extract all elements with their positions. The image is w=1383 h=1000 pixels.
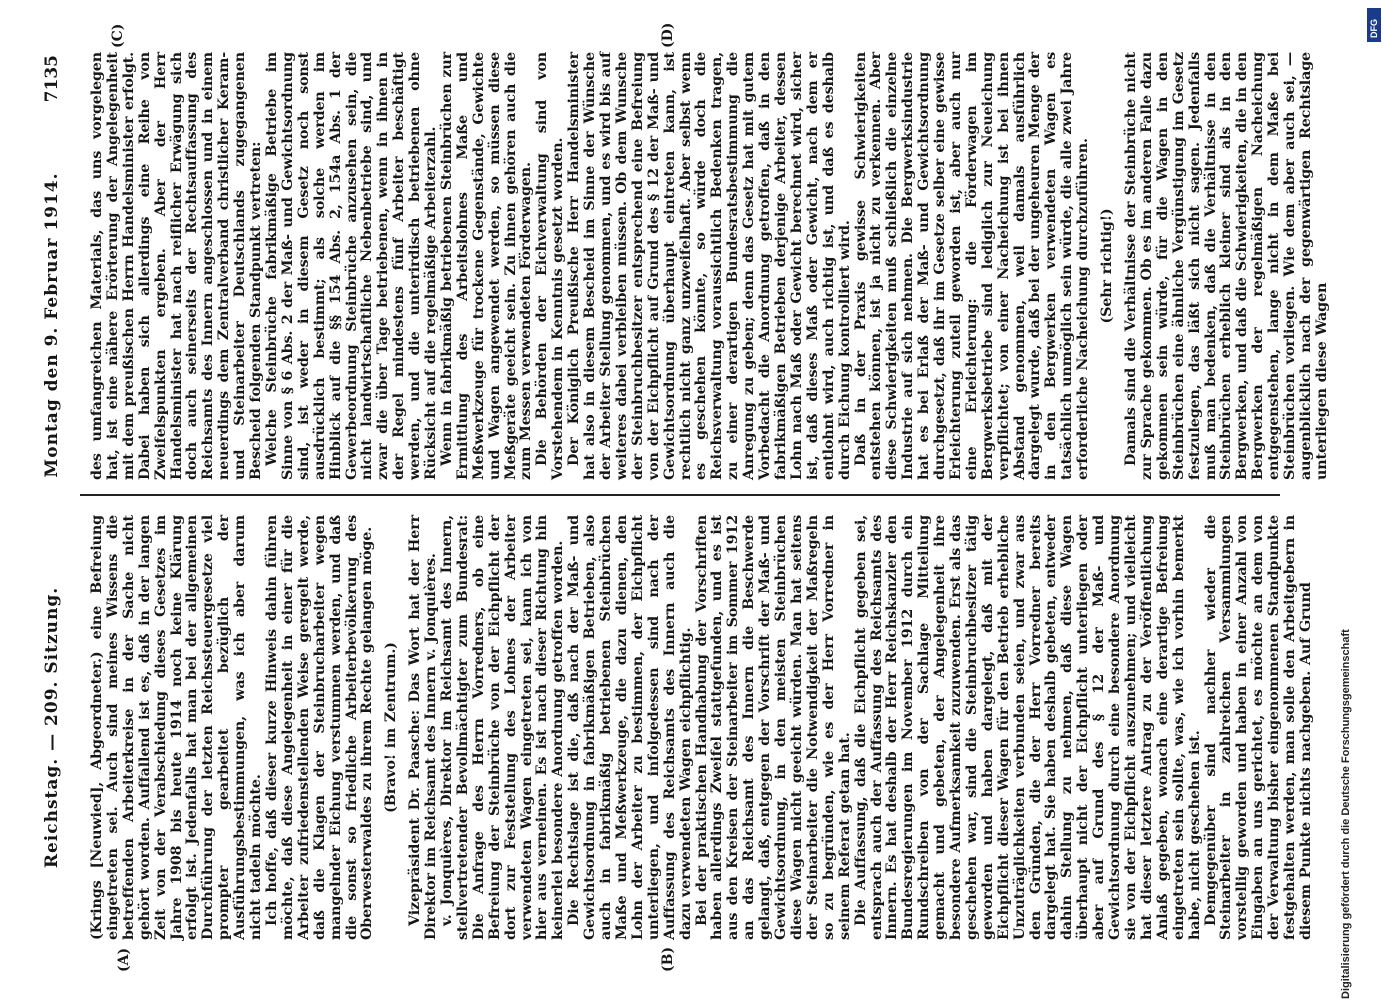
right-paragraph-5: Der Königlich Preußische Herr Handelsminister hat also in diesem Bescheid im Sinne der Wünsche der Arbeiter Stellung genommen, und es wird bis auf weiteres dabei verbleiben müssen. Ob dem Wunsche der Steinbruchbesitzer entsprechend eine Befreiung von der Eichpflicht auf Grund des § 12 der Maß- und Gewichtsordnung überhaupt eintreten kann, ist rechtlich nicht ganz unzweifelhaft. Aber selbst wenn es geschehen könnte, so würde doch die Reichsverwaltung voraussichtlich Bedenken tragen, zu einer derartigen Bundesratsbestimmung die Anregung zu geben; denn das Gesetz hat mit gutem Vorbedacht die Anordnung getroffen, daß in den fabrikmäßigen Betrieben derjenige Arbeiter, dessen Lohn nach Maß oder Gewicht berechnet wird, sicher ist, daß dieses Maß oder Gewicht, nach dem er entlohnt wird, auch richtig ist, und daß es deshalb durch Eichung kontrolliert wird.: [566, 52, 853, 480]
left-column: [90, 515, 1315, 940]
left-paragraph-8: Demgegenüber sind nachher wieder die Steinarbeiter in zahlreichen Versammlungen vorstellig geworden und haben in einer Anzahl von Eingaben an uns gerichtet, es möchte an dem von der Verwaltung bisher eingenommenen Standpunkte festgehalten werden, man solle den Arbeitgebern in diesem Punkte nichts nachgeben. Auf Grund: [1202, 515, 1314, 940]
running-header-date: Montag den 9. Februar 1914.: [42, 172, 62, 478]
left-paragraph-4: v. Jonquières, Direktor im Reichsamt des Innern, stellvertretender Bevollmächtigter zum Bundesrat: Die Anfrage des Herrn Vorredners, ob eine Befreiung der Steinbrüche von der Eichpflicht der dort zur Feststellung des Lohnes der Arbeiter verwendeten Wagen eingetreten sei, kann ich von hier aus verneinen. Es ist nach dieser Richtung hin keinerlei besondere Anordnung getroffen worden.: [439, 515, 567, 940]
margin-letter-b: (B): [660, 946, 676, 972]
left-paragraph-7: Die Auffassung, daß die Eichpflicht gegeben sei, entsprach auch der Auffassung des Reichsamts des Innern. Es hat deshalb der Herr Reichskanzler den Bundesregierungen im November 1912 durch ein Rundschreiben von der Sachlage Mitteilung gemacht und gebeten, der Angelegenheit ihre besondere Aufmerksamkeit zuzuwenden. Erst als das geschehen war, sind die Steinbruchbesitzer tätig geworden und haben dargelegt, daß mit der Eichpflicht dieser Wagen für den Betrieb erhebliche Unzuträglichkeiten verbunden seien, und zwar aus den Gründen, die der Herr Vorredner bereits dargelegt hat. Sie haben deshalb gebeten, entweder dahin Stellung zu nehmen, daß diese Wagen überhaupt nicht der Eichpflicht unterliegen oder aber auf Grund des § 12 der Maß- und Gewichtsordnung durch eine besondere Anordnung sie von der Eichpflicht auszunehmen; und vielleicht hat dieser letztere Antrag zu der Veröffentlichung Anlaß gegeben, wonach eine derartige Befreiung eingetreten sein sollte, was, wie ich vorhin bemerkt habe, nicht geschehen ist.: [852, 515, 1203, 940]
left-paragraph-3: Vizepräsident Dr. Paasche: Das Wort hat der Herr Direktor im Reichsamt des Innern v. Jonquières.: [407, 515, 440, 940]
right-paragraph-3: Wenn in fabrikmäßig betriebenen Steinbrüchen zur Ermittlung des Arbeitslohnes Maße und Meßwerkzeuge für trockene Gegenstände, Gewichte und Wagen angewendet werden, so müssen diese Meßgeräte geeicht sein. Zu ihnen gehören auch die zum Messen verwendeten Förderwagen.: [438, 52, 535, 480]
running-header-left: Reichstag. — 209. Sitzung.: [42, 586, 62, 869]
margin-letter-c: (C): [110, 23, 126, 48]
right-paragraph-7: Damals sind die Verhältnisse der Steinbrüche nicht zur Sprache gekommen. Ob es im anderen Falle dazu gekommen sein würde, für die Wagen in den Steinbrüchen eine ähnliche Vergünstigung im Gesetz festzulegen, das läßt sich nicht sagen. Jedenfalls muß man bedenken, daß die Verhältnisse in den Steinbrüchen erheblich kleiner sind als in den Bergwerken, und daß die Schwierigkeiten, die in den Bergwerken der regelmäßigen Nacheichung entgegenstehen, lange nicht in dem Maße bei Steinbrüchen vorliegen. Wie dem aber auch sei, — augenblicklich nach der gegenwärtigen Rechtslage unterliegen diese Wagen: [1123, 52, 1330, 480]
right-applause: (Sehr richtig!): [1099, 208, 1116, 324]
right-paragraph-1: des umfangreichen Materials, das uns vorgelegen hat, ist eine nähere Erörterung der Angelegenheit mit dem preußischen Herrn Handelsminister erfolgt. Dabei haben sich allerdings eine Reihe von Zweifelspunkten ergeben. Aber der Herr Handelsminister hat nach reiflicher Erwägung sich doch auch seinerseits der Rechtsauffassung des Reichsamts des Innern angeschlossen und in einem neuerdings dem Zentralverband christlicher Keram- und Steinarbeiter Deutschlands zugegangenen Bescheid folgenden Standpunkt vertreten:: [89, 52, 265, 480]
digitization-credit: [1318, 14, 1358, 1000]
right-paragraph-6: Daß in der Praxis gewisse Schwierigkeiten entstehen können, ist ja nicht zu verkennen. Aber diese Schwierigkeiten muß schließlich die einzelne Industrie auf sich nehmen. Die Bergwerksindustrie hat es bei Erlaß der Maß- und Gewichtsordnung durchgesetzt, daß ihr im Gesetze selber eine gewisse Erleichterung zuteil geworden ist, aber auch nur eine Erleichterung: die Förderwagen im Bergwerksbetriebe sind lediglich zur Neueichung verpflichtet; von einer Nacheichung ist bei ihnen Abstand genommen, weil damals ausführlich dargelegt wurde, daß bei der ungeheuren Menge der in den Bergwerken verwendeten Wagen es tatsächlich unmöglich sein würde, die alle zwei Jahre erforderliche Nacheichung durchzuführen.: [852, 52, 1092, 480]
digitization-credit-text: Digitalisierung gefördert durch die Deutsche Forschungsgemeinschaft: [1340, 629, 1352, 999]
left-paragraph-6: Bei der praktischen Handhabung der Vorschriften haben allerdings Zweifel stattgefunden, und es ist aus den Kreisen der Steinarbeiter im Sommer 1912 an das Reichsamt des Innern die Beschwerde gelangt, daß, entgegen der Vorschrift der Maß- und Gewichtsordnung, in den meisten Steinbrüchen diese Wagen nicht geeicht würden. Man hat seitens der Steinarbeiter die Notwendigkeit der Maßregeln so zu begründen, wie es der Herr Vorredner in seinem Referat getan hat.: [693, 515, 853, 940]
page-number: 7135: [42, 55, 62, 103]
right-paragraph-2: Welche Steinbrüche fabrikmäßige Betriebe im Sinne von § 6 Abs. 2 der Maß- und Gewichtsordnung sind, ist weder in diesem Gesetz noch sonst ausdrücklich bestimmt; als solche werden im Hinblick auf die §§ 154 Abs. 2, 154a Abs. 1 der Gewerbeordnung Steinbrüche anzusehen sein, die nicht landwirtschaftliche Nebenbetriebe sind, und zwar die über Tage betriebenen, wenn in ihnen in der Regel mindestens fünf Arbeiter beschäftigt werden, und die unterirdisch betriebenen ohne Rücksicht auf die regelmäßige Arbeiterzahl.: [263, 52, 440, 480]
left-paragraph-1: (Krings [Neuwied], Abgeordneter.) eine Befreiung eingetreten sei. Auch sind meines Wissens die betreffenden Arbeiterkreise in der Sache nicht gehört worden. Auffallend ist es, daß in der langen Zeit von der Verabschiedung dieses Gesetzes im Jahre 1908 bis heute 1914 noch keine Klärung erfolgt ist. Jedenfalls hat man bei der allgemeinen Durchführung der letzten Reichssteuergesetze viel prompter gearbeitet bezüglich der Ausführungsbestimmungen, was ich aber darum nicht tadeln möchte.: [89, 515, 265, 940]
column-divider: [80, 494, 1280, 496]
rotated-sheet: [20, 20, 1330, 980]
left-paragraph-5: Die Rechtslage ist die, daß nach der Maß- und Gewichtsordnung in fabrikmäßigen Betrieben, also auch in fabrikmäßig betriebenen Steinbrüchen Maße und Meßwerkzeuge, die dazu dienen, den Lohn der Arbeiter zu bestimmen, der Eichpflicht unterliegen, und infolgedessen sind nach der Auffassung des Reichsamts des Innern auch die dazu verwendeten Wagen eichpflichtig.: [566, 515, 694, 940]
margin-letter-d: (D): [660, 22, 676, 48]
dfg-logo: [1367, 8, 1381, 42]
right-paragraph-4: Die Behörden der Eichverwaltung sind von Vorstehendem in Kenntnis gesetzt worden.: [534, 52, 567, 480]
margin-letter-a: (A): [116, 947, 132, 972]
left-paragraph-2: Ich hoffe, daß dieser kurze Hinweis dahin führen möchte, daß diese Angelegenheit in einer für die Arbeiter zufriedenstellenden Weise geregelt werde, daß die Klagen der Steinbrucharbeiter wegen mangelnder Eichung verstummen werden, und daß die sonst so friedliche Arbeiterbevölkerung des Oberwesterwaldes zu ihrem Rechte gelangen möge.: [263, 515, 376, 940]
dfg-logo-text: DFG: [1369, 19, 1379, 38]
left-applause: (Bravo! im Zentrum.): [383, 642, 400, 813]
right-column: [90, 52, 1331, 480]
